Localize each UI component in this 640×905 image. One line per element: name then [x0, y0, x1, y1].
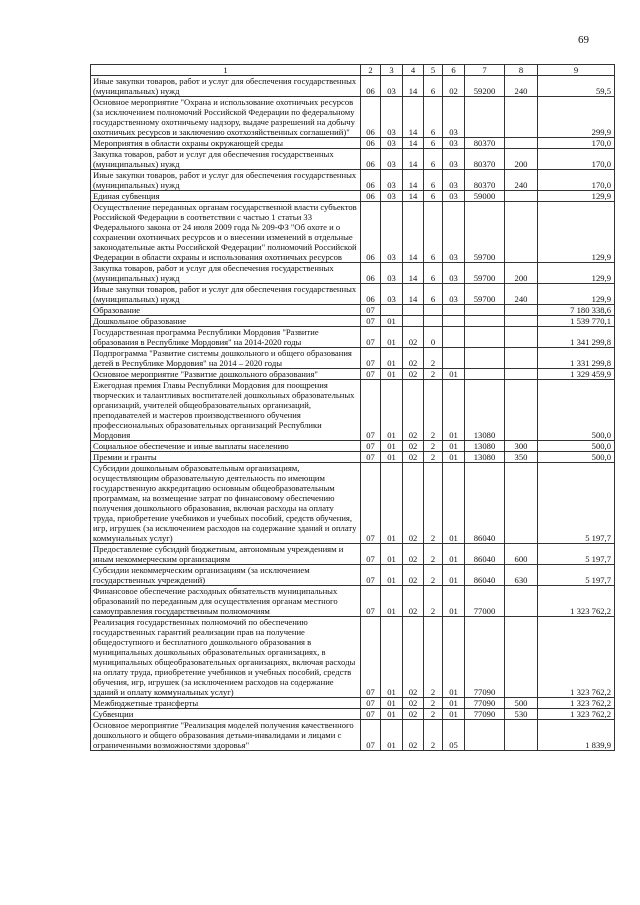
- code-direction: 80370: [465, 138, 505, 149]
- code-activity: 03: [443, 263, 465, 284]
- code-expense-type: [505, 202, 538, 263]
- table-row: [91, 170, 615, 191]
- code-expense-type: [505, 463, 538, 544]
- code-subprogram: 2: [424, 441, 443, 452]
- row-amount: 5 197,7: [538, 565, 615, 586]
- code-program: 02: [403, 544, 424, 565]
- table-row: [91, 452, 615, 463]
- code-subprogram: 2: [424, 617, 443, 698]
- header-cell: 9: [538, 65, 615, 76]
- code-activity: 01: [443, 617, 465, 698]
- row-name: Мероприятия в области охраны окружающей среды: [91, 138, 361, 149]
- code-section: 06: [361, 202, 381, 263]
- code-section: 06: [361, 191, 381, 202]
- code-expense-type: [505, 348, 538, 369]
- code-program: [403, 305, 424, 316]
- row-name: Закупка товаров, работ и услуг для обеспечения государственных (муниципальных) нужд: [91, 263, 361, 284]
- row-amount: 1 839,9: [538, 720, 615, 751]
- code-section: 07: [361, 369, 381, 380]
- row-amount: 170,0: [538, 149, 615, 170]
- code-section: 06: [361, 76, 381, 97]
- code-subprogram: 6: [424, 149, 443, 170]
- code-activity: 01: [443, 380, 465, 441]
- row-amount: 299,9: [538, 97, 615, 138]
- code-program: 02: [403, 709, 424, 720]
- row-name: Социальное обеспечение и иные выплаты населению: [91, 441, 361, 452]
- code-section: 06: [361, 97, 381, 138]
- row-amount: 1 331 299,8: [538, 348, 615, 369]
- row-name: Субвенции: [91, 709, 361, 720]
- code-section: 07: [361, 327, 381, 348]
- code-program: 02: [403, 380, 424, 441]
- code-direction: 77090: [465, 698, 505, 709]
- row-amount: 500,0: [538, 452, 615, 463]
- code-subsection: 01: [381, 369, 403, 380]
- row-name: Осуществление переданных органам государственной власти субъектов Российской Федерации в соответствии с частью 1 статьи 33 Федерального закона от 24 июля 2009 года № 209-ФЗ "Об охоте и о сохранении охотничьих ресурсов и о внесении изменений в отдельные законодательные акты Российской Федерации" полномочий Российской Федерации в области охраны и использования охотничьих ресурсов: [91, 202, 361, 263]
- code-subprogram: 6: [424, 97, 443, 138]
- row-amount: 129,9: [538, 191, 615, 202]
- header-cell: 4: [403, 65, 424, 76]
- code-activity: 03: [443, 149, 465, 170]
- code-subprogram: 2: [424, 698, 443, 709]
- code-subsection: 01: [381, 316, 403, 327]
- code-section: 06: [361, 263, 381, 284]
- code-section: 06: [361, 138, 381, 149]
- code-program: 02: [403, 327, 424, 348]
- page-number: 69: [578, 34, 589, 46]
- code-subprogram: 6: [424, 202, 443, 263]
- code-program: 14: [403, 149, 424, 170]
- row-amount: 129,9: [538, 202, 615, 263]
- code-expense-type: 300: [505, 441, 538, 452]
- code-section: 07: [361, 709, 381, 720]
- code-program: 14: [403, 138, 424, 149]
- row-name: Основное мероприятие "Охрана и использование охотничьих ресурсов (за исключением полномочий Российской Федерации по федеральному государственному охотничьему надзору, выдаче разрешений на добычу охотничьих ресурсов и заключению охотхозяйственных соглашений)": [91, 97, 361, 138]
- header-cell: 1: [91, 65, 361, 76]
- code-subprogram: 2: [424, 565, 443, 586]
- code-activity: 01: [443, 463, 465, 544]
- code-subprogram: 2: [424, 369, 443, 380]
- code-subsection: 01: [381, 709, 403, 720]
- code-subprogram: 2: [424, 720, 443, 751]
- code-expense-type: [505, 138, 538, 149]
- row-amount: 1 323 762,2: [538, 617, 615, 698]
- code-subsection: 01: [381, 720, 403, 751]
- row-amount: 170,0: [538, 138, 615, 149]
- table-row: [91, 348, 615, 369]
- code-activity: 01: [443, 565, 465, 586]
- code-subprogram: [424, 316, 443, 327]
- code-subsection: 03: [381, 170, 403, 191]
- code-expense-type: 350: [505, 452, 538, 463]
- code-activity: 03: [443, 202, 465, 263]
- row-amount: 1 539 770,1: [538, 316, 615, 327]
- row-name: Иные закупки товаров, работ и услуг для обеспечения государственных (муниципальных) нужд: [91, 170, 361, 191]
- code-direction: 77000: [465, 586, 505, 617]
- row-name: Иные закупки товаров, работ и услуг для обеспечения государственных (муниципальных) нужд: [91, 76, 361, 97]
- code-subprogram: 6: [424, 263, 443, 284]
- table-row: [91, 327, 615, 348]
- row-name: Реализация государственных полномочий по обеспечению государственных гарантий реализации прав на получение общедоступного и бесплатного дошкольного образования в муниципальных дошкольных образовательных организациях, в муниципальных общеобразовательных организациях, включая расходы на оплату труда, приобретение учебников и учебных пособий, средств обучения, игр, игрушек (за исключением расходов на содержание зданий и оплату коммунальных услуг): [91, 617, 361, 698]
- code-subprogram: 0: [424, 327, 443, 348]
- code-activity: 03: [443, 284, 465, 305]
- table-row: [91, 316, 615, 327]
- table-row: [91, 380, 615, 441]
- code-expense-type: [505, 720, 538, 751]
- row-name: Межбюджетные трансферты: [91, 698, 361, 709]
- table-row: [91, 544, 615, 565]
- code-section: 07: [361, 348, 381, 369]
- table-row: [91, 720, 615, 751]
- row-name: Финансовое обеспечение расходных обязательств муниципальных образований по переданным для осуществления органам местного самоуправления государственным полномочиям: [91, 586, 361, 617]
- code-direction: 77090: [465, 709, 505, 720]
- row-name: Премии и гранты: [91, 452, 361, 463]
- code-direction: 86040: [465, 565, 505, 586]
- code-subsection: 03: [381, 138, 403, 149]
- code-expense-type: [505, 380, 538, 441]
- row-amount: 1 323 762,2: [538, 586, 615, 617]
- row-name: Единая субвенция: [91, 191, 361, 202]
- code-activity: 01: [443, 544, 465, 565]
- code-activity: [443, 327, 465, 348]
- code-expense-type: 600: [505, 544, 538, 565]
- code-subprogram: 6: [424, 170, 443, 191]
- table-row: [91, 76, 615, 97]
- header-cell: 7: [465, 65, 505, 76]
- table-row: [91, 441, 615, 452]
- code-activity: 02: [443, 76, 465, 97]
- table-row: [91, 138, 615, 149]
- code-program: 14: [403, 202, 424, 263]
- code-direction: 86040: [465, 463, 505, 544]
- code-program: 02: [403, 698, 424, 709]
- code-program: 14: [403, 97, 424, 138]
- code-direction: 80370: [465, 149, 505, 170]
- code-subprogram: 2: [424, 452, 443, 463]
- code-subsection: 01: [381, 544, 403, 565]
- code-expense-type: [505, 97, 538, 138]
- code-section: 07: [361, 617, 381, 698]
- code-expense-type: [505, 617, 538, 698]
- table-row: [91, 463, 615, 544]
- code-subsection: 01: [381, 380, 403, 441]
- code-section: 06: [361, 149, 381, 170]
- code-direction: 13080: [465, 452, 505, 463]
- row-name: Предоставление субсидий бюджетным, автономным учреждениям и иным некоммерческим организациям: [91, 544, 361, 565]
- row-name: Закупка товаров, работ и услуг для обеспечения государственных (муниципальных) нужд: [91, 149, 361, 170]
- code-expense-type: 200: [505, 149, 538, 170]
- header-cell: 2: [361, 65, 381, 76]
- code-expense-type: 630: [505, 565, 538, 586]
- header-cell: 5: [424, 65, 443, 76]
- row-amount: 1 341 299,8: [538, 327, 615, 348]
- code-subprogram: 2: [424, 709, 443, 720]
- code-subprogram: 6: [424, 76, 443, 97]
- code-subsection: 03: [381, 97, 403, 138]
- table-header-row: [91, 65, 615, 76]
- code-subprogram: 2: [424, 463, 443, 544]
- table-row: [91, 263, 615, 284]
- code-subsection: 03: [381, 263, 403, 284]
- row-amount: 5 197,7: [538, 544, 615, 565]
- table-row: [91, 149, 615, 170]
- row-name: Субсидии некоммерческим организациям (за исключением государственных учреждений): [91, 565, 361, 586]
- code-activity: 05: [443, 720, 465, 751]
- row-amount: 129,9: [538, 263, 615, 284]
- code-program: 14: [403, 191, 424, 202]
- table-row: [91, 191, 615, 202]
- code-activity: 03: [443, 138, 465, 149]
- code-section: 07: [361, 441, 381, 452]
- header-cell: 3: [381, 65, 403, 76]
- code-expense-type: [505, 327, 538, 348]
- row-amount: 5 197,7: [538, 463, 615, 544]
- code-section: 06: [361, 170, 381, 191]
- code-subprogram: 2: [424, 380, 443, 441]
- table-row: [91, 202, 615, 263]
- row-name: Подпрограмма "Развитие системы дошкольного и общего образования детей в Республике Мордовия" на 2014 – 2020 годы: [91, 348, 361, 369]
- header-cell: 8: [505, 65, 538, 76]
- table-row: [91, 617, 615, 698]
- code-section: 07: [361, 463, 381, 544]
- code-section: 07: [361, 698, 381, 709]
- code-section: 06: [361, 284, 381, 305]
- code-direction: 13080: [465, 380, 505, 441]
- table-row: [91, 305, 615, 316]
- code-subprogram: [424, 305, 443, 316]
- code-subsection: 03: [381, 284, 403, 305]
- code-program: 02: [403, 617, 424, 698]
- code-expense-type: [505, 316, 538, 327]
- code-subsection: 01: [381, 565, 403, 586]
- code-direction: 77090: [465, 617, 505, 698]
- row-amount: 1 323 762,2: [538, 709, 615, 720]
- code-activity: 03: [443, 191, 465, 202]
- table-row: [91, 586, 615, 617]
- code-activity: 03: [443, 97, 465, 138]
- header-cell: 6: [443, 65, 465, 76]
- code-section: 07: [361, 316, 381, 327]
- code-program: [403, 316, 424, 327]
- code-direction: [465, 305, 505, 316]
- code-program: 02: [403, 369, 424, 380]
- code-program: 14: [403, 284, 424, 305]
- code-section: 07: [361, 720, 381, 751]
- row-amount: 170,0: [538, 170, 615, 191]
- row-amount: 1 323 762,2: [538, 698, 615, 709]
- code-expense-type: 240: [505, 76, 538, 97]
- row-name: Образование: [91, 305, 361, 316]
- table-row: [91, 284, 615, 305]
- code-section: 07: [361, 380, 381, 441]
- code-expense-type: 530: [505, 709, 538, 720]
- budget-table: [90, 64, 615, 751]
- code-program: 02: [403, 348, 424, 369]
- code-direction: 59700: [465, 263, 505, 284]
- row-amount: 129,9: [538, 284, 615, 305]
- code-expense-type: [505, 586, 538, 617]
- row-amount: 500,0: [538, 441, 615, 452]
- row-name: Ежегодная премия Главы Республики Мордовия для поощрения творческих и талантливых воспитателей дошкольных образовательных организаций, учителей общеобразовательных организаций, преподавателей и мастеров производственного обучения профессиональных образовательных организаций Республики Мордовия: [91, 380, 361, 441]
- code-subprogram: 2: [424, 544, 443, 565]
- code-direction: [465, 316, 505, 327]
- code-activity: [443, 348, 465, 369]
- code-program: 02: [403, 452, 424, 463]
- code-direction: 59200: [465, 76, 505, 97]
- row-amount: 7 180 338,6: [538, 305, 615, 316]
- code-program: 14: [403, 263, 424, 284]
- code-program: 02: [403, 565, 424, 586]
- code-activity: 03: [443, 170, 465, 191]
- row-name: Субсидии дошкольным образовательным организациям, осуществляющим образовательную деятельность по имеющим государственную аккредитацию основным общеобразовательным программам, на возмещение затрат по финансовому обеспечению получения дошкольного образования, включая расходы на оплату труда, приобретение учебников и учебных пособий, средств обучения, игр, игрушек (за исключением расходов на содержание зданий и оплату коммунальных услуг): [91, 463, 361, 544]
- code-program: 02: [403, 720, 424, 751]
- code-subsection: 01: [381, 698, 403, 709]
- code-subprogram: 2: [424, 586, 443, 617]
- code-expense-type: [505, 369, 538, 380]
- code-subsection: 03: [381, 202, 403, 263]
- code-activity: 01: [443, 698, 465, 709]
- code-section: 07: [361, 452, 381, 463]
- code-direction: 13080: [465, 441, 505, 452]
- row-name: Дошкольное образование: [91, 316, 361, 327]
- code-subprogram: 6: [424, 191, 443, 202]
- table-row: [91, 97, 615, 138]
- code-program: 14: [403, 76, 424, 97]
- code-expense-type: [505, 191, 538, 202]
- code-section: 07: [361, 544, 381, 565]
- table-row: [91, 698, 615, 709]
- code-direction: 59700: [465, 284, 505, 305]
- table-row: [91, 565, 615, 586]
- code-subsection: 01: [381, 441, 403, 452]
- code-subsection: 01: [381, 586, 403, 617]
- code-activity: 01: [443, 369, 465, 380]
- code-activity: 01: [443, 452, 465, 463]
- code-subprogram: 2: [424, 348, 443, 369]
- code-subsection: 03: [381, 149, 403, 170]
- row-amount: 59,5: [538, 76, 615, 97]
- code-direction: [465, 97, 505, 138]
- code-subsection: 03: [381, 191, 403, 202]
- code-section: 07: [361, 305, 381, 316]
- code-direction: [465, 720, 505, 751]
- code-program: 02: [403, 586, 424, 617]
- code-expense-type: 240: [505, 170, 538, 191]
- code-activity: [443, 316, 465, 327]
- code-program: 02: [403, 463, 424, 544]
- code-subsection: [381, 305, 403, 316]
- code-subsection: 01: [381, 617, 403, 698]
- code-subprogram: 6: [424, 138, 443, 149]
- code-subsection: 01: [381, 348, 403, 369]
- code-expense-type: 200: [505, 263, 538, 284]
- code-subsection: 01: [381, 452, 403, 463]
- code-expense-type: [505, 305, 538, 316]
- code-direction: [465, 348, 505, 369]
- code-direction: 80370: [465, 170, 505, 191]
- code-expense-type: 500: [505, 698, 538, 709]
- code-activity: 01: [443, 441, 465, 452]
- code-program: 02: [403, 441, 424, 452]
- row-name: Иные закупки товаров, работ и услуг для обеспечения государственных (муниципальных) нужд: [91, 284, 361, 305]
- code-direction: 59000: [465, 191, 505, 202]
- code-program: 14: [403, 170, 424, 191]
- table-row: [91, 709, 615, 720]
- row-name: Государственная программа Республики Мордовия "Развитие образования в Республике Мордовия" на 2014-2020 годы: [91, 327, 361, 348]
- code-subsection: 01: [381, 463, 403, 544]
- row-name: Основное мероприятие "Реализация моделей получения качественного дошкольного и общего образования детьми-инвалидами и лицами с ограниченными возможностями здоровья": [91, 720, 361, 751]
- code-activity: 01: [443, 709, 465, 720]
- code-section: 07: [361, 586, 381, 617]
- code-section: 07: [361, 565, 381, 586]
- table-row: [91, 369, 615, 380]
- code-activity: [443, 305, 465, 316]
- code-activity: 01: [443, 586, 465, 617]
- row-name: Основное мероприятие "Развитие дошкольного образования": [91, 369, 361, 380]
- code-direction: [465, 327, 505, 348]
- code-subsection: 03: [381, 76, 403, 97]
- code-subsection: 01: [381, 327, 403, 348]
- row-amount: 1 329 459,9: [538, 369, 615, 380]
- code-direction: 86040: [465, 544, 505, 565]
- code-direction: 59700: [465, 202, 505, 263]
- code-direction: [465, 369, 505, 380]
- code-subprogram: 6: [424, 284, 443, 305]
- code-expense-type: 240: [505, 284, 538, 305]
- row-amount: 500,0: [538, 380, 615, 441]
